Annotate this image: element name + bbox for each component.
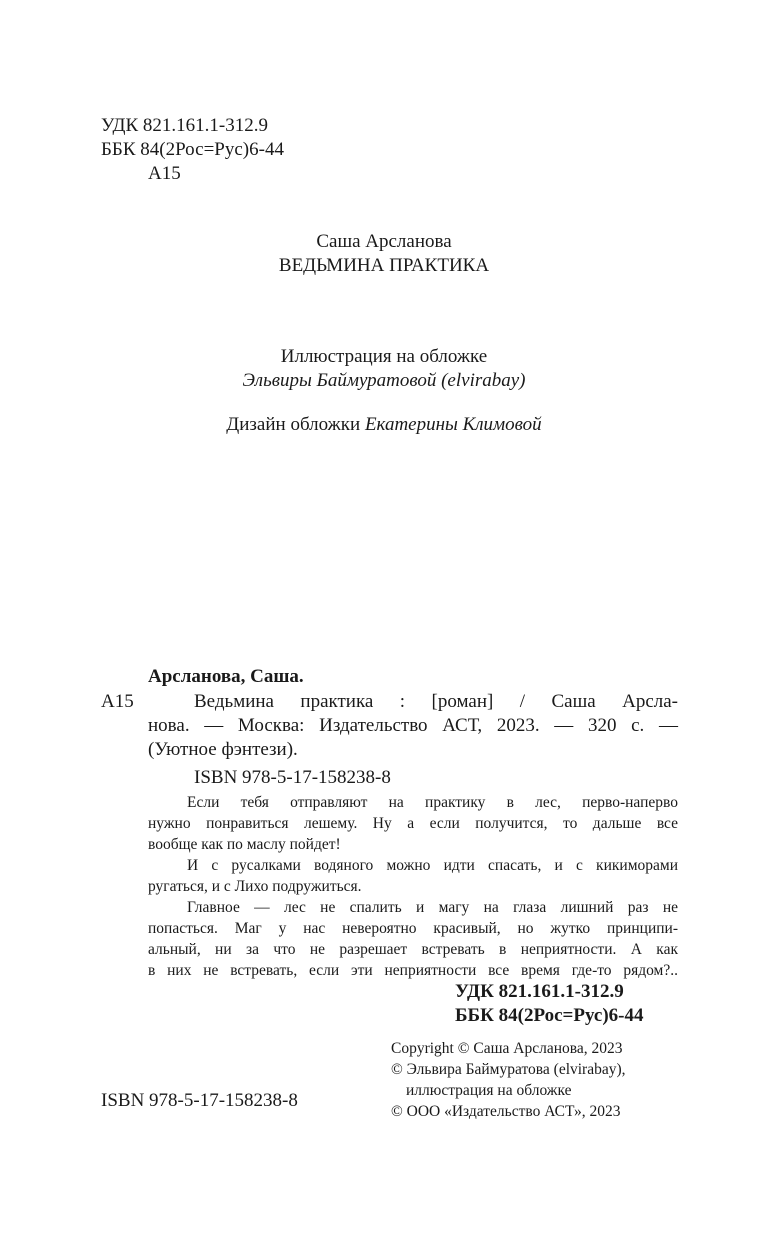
udk-code-bottom: УДК 821.161.1-312.9 (455, 981, 624, 1002)
catalog-isbn: ISBN 978-5-17-158238-8 (194, 767, 391, 788)
copyright-line: © ООО «Издательство АСТ», 2023 (391, 1103, 621, 1120)
cover-design-credit (0, 413, 768, 437)
catalog-heading: Арсланова, Саша. (148, 666, 304, 687)
bbk-code-bottom: ББК 84(2Рос=Рус)6-44 (455, 1005, 644, 1026)
udk-code-top: УДК 821.161.1-312.9 (101, 115, 268, 136)
annotation-line: Главное — лес не спалить и магу на глаза лишний раз не (187, 899, 678, 916)
book-title: ВЕДЬМИНА ПРАКТИКА (278, 255, 490, 276)
illustration-label: Иллюстрация на обложке (280, 346, 488, 367)
copyright-line: иллюстрация на обложке (406, 1082, 572, 1099)
annotation-line: попасться. Маг у нас невероятно красивый, но жутко принципи- (148, 920, 678, 937)
annotation-line: в них не встревать, если эти неприятности все время где-то рядом?.. (148, 962, 678, 979)
catalog-line-1: Ведьмина практика : [роман] / Саша Арсла- (194, 691, 678, 712)
annotation-line: нужно понравиться лешему. Ну а если получится, то дальше все (148, 815, 678, 832)
annotation-line: вообще как по маслу пойдет! (148, 836, 341, 853)
catalog-line-2: нова. — Москва: Издательство АСТ, 2023. — 320 с. — (148, 715, 678, 736)
illustrator-name: Эльвиры Баймуратовой (elvirabay) (242, 370, 526, 391)
author-mark-top: А15 (148, 163, 181, 184)
bbk-code-top: ББК 84(2Рос=Рус)6-44 (101, 139, 284, 160)
isbn-bottom: ISBN 978-5-17-158238-8 (101, 1090, 298, 1111)
copyright-line: © Эльвира Баймуратова (elvirabay), (391, 1061, 626, 1078)
annotation-line: И с русалками водяного можно идти спасать, и с кикиморами (187, 857, 678, 874)
designer-name: Екатерины Климовой (364, 414, 542, 435)
design-label: Дизайн обложки (226, 414, 361, 435)
author-name: Саша Арсланова (316, 231, 452, 252)
copyright-line: Copyright © Саша Арсланова, 2023 (391, 1040, 623, 1057)
annotation-line: альный, ни за что не разрешает встревать в неприятности. А как (148, 941, 678, 958)
catalog-mark: А15 (101, 691, 134, 712)
annotation-line: Если тебя отправляют на практику в лес, перво-наперво (187, 794, 678, 811)
annotation-line: ругаться, и с Лихо подружиться. (148, 878, 362, 895)
catalog-line-3: (Уютное фэнтези). (148, 739, 298, 760)
